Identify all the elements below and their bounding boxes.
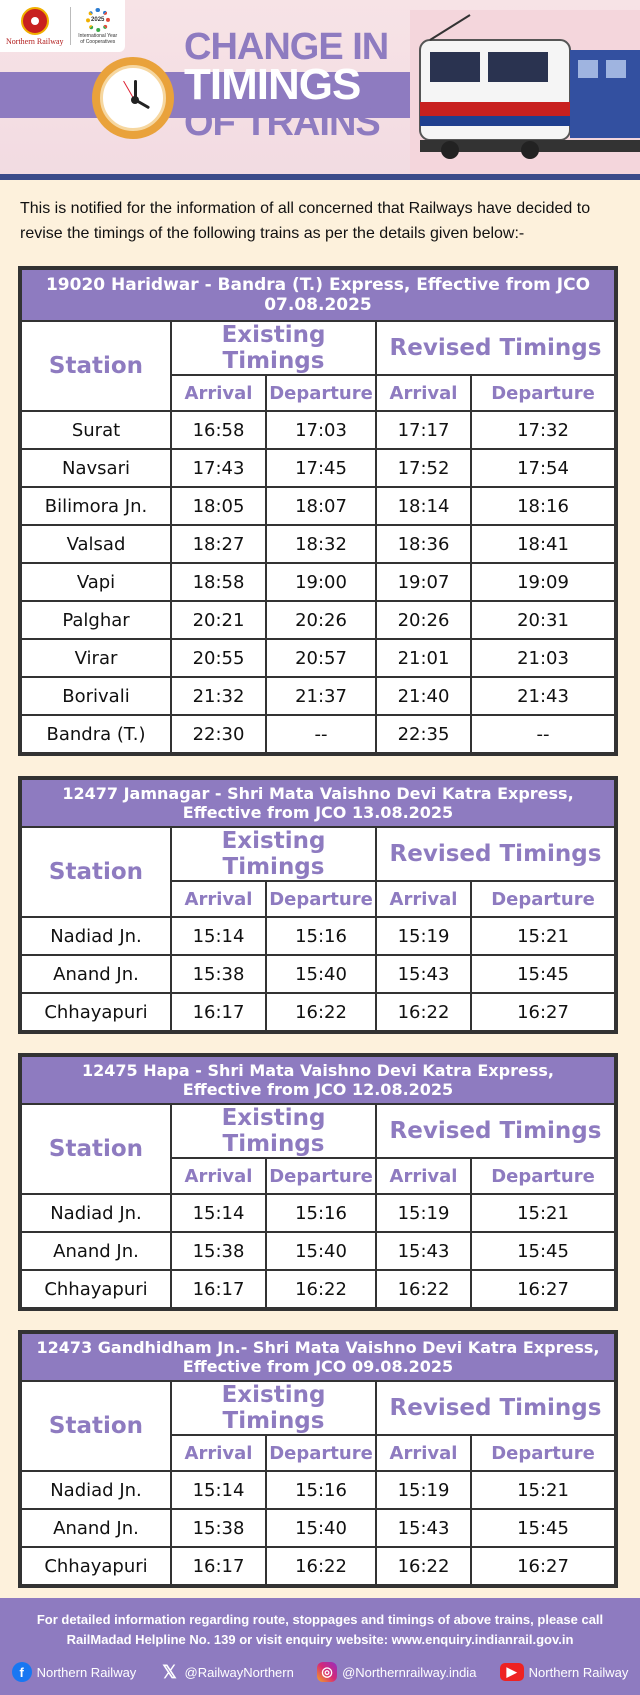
revised-departure-header: Departure bbox=[471, 375, 615, 411]
existing-departure-header: Departure bbox=[266, 1158, 376, 1194]
revised-departure-cell: 15:21 bbox=[471, 917, 615, 955]
existing-arrival-cell: 15:14 bbox=[171, 1194, 266, 1232]
clock-icon bbox=[92, 57, 174, 139]
x-link[interactable] bbox=[160, 1662, 294, 1682]
station-cell: Chhayapuri bbox=[21, 993, 171, 1031]
table-row bbox=[21, 563, 615, 601]
revised-arrival-cell: 15:19 bbox=[376, 1471, 471, 1509]
existing-departure-cell: 21:37 bbox=[266, 677, 376, 715]
existing-timings-header: Existing Timings bbox=[171, 321, 376, 375]
revised-timings-header: Revised Timings bbox=[376, 1104, 615, 1158]
revised-arrival-cell: 17:52 bbox=[376, 449, 471, 487]
table-row bbox=[21, 1547, 615, 1585]
title-line-1: CHANGE IN bbox=[184, 26, 389, 68]
intro-notice: This is notified for the information of all concerned that Railways have decided to revise the timings of the following trains as per the details given below:- bbox=[20, 200, 591, 242]
existing-arrival-cell: 16:17 bbox=[171, 1547, 266, 1585]
facebook-icon: f bbox=[12, 1662, 32, 1682]
revised-departure-header: Departure bbox=[471, 1435, 615, 1471]
station-cell: Chhayapuri bbox=[21, 1547, 171, 1585]
revised-departure-cell: 15:45 bbox=[471, 1232, 615, 1270]
table-row bbox=[21, 1270, 615, 1308]
table-row bbox=[21, 411, 615, 449]
existing-departure-cell: 15:16 bbox=[266, 917, 376, 955]
revised-arrival-cell: 16:22 bbox=[376, 993, 471, 1031]
existing-departure-cell: 20:57 bbox=[266, 639, 376, 677]
existing-arrival-header: Arrival bbox=[171, 1158, 266, 1194]
existing-arrival-cell: 22:30 bbox=[171, 715, 266, 753]
revised-departure-cell: 18:16 bbox=[471, 487, 615, 525]
train-title bbox=[21, 1333, 615, 1381]
iyc-ring-icon bbox=[86, 8, 110, 32]
table-row bbox=[21, 487, 615, 525]
existing-arrival-cell: 16:17 bbox=[171, 1270, 266, 1308]
social-links bbox=[0, 1662, 640, 1682]
x-icon: 𝕏 bbox=[162, 1661, 177, 1682]
table-row bbox=[21, 955, 615, 993]
revised-departure-cell: 20:31 bbox=[471, 601, 615, 639]
table-row bbox=[21, 917, 615, 955]
instagram-link[interactable] bbox=[317, 1662, 476, 1682]
revised-arrival-header: Arrival bbox=[376, 881, 471, 917]
revised-departure-cell: 17:54 bbox=[471, 449, 615, 487]
existing-departure-cell: 20:26 bbox=[266, 601, 376, 639]
station-header: Station bbox=[21, 1381, 171, 1471]
existing-arrival-cell: 17:43 bbox=[171, 449, 266, 487]
revised-arrival-cell: 18:36 bbox=[376, 525, 471, 563]
header-banner bbox=[0, 0, 640, 180]
revised-arrival-cell: 17:17 bbox=[376, 411, 471, 449]
existing-arrival-cell: 15:38 bbox=[171, 1509, 266, 1547]
existing-departure-cell: 15:40 bbox=[266, 1232, 376, 1270]
station-header: Station bbox=[21, 827, 171, 917]
existing-arrival-cell: 21:32 bbox=[171, 677, 266, 715]
revised-arrival-header: Arrival bbox=[376, 1435, 471, 1471]
clock-center bbox=[131, 96, 139, 104]
existing-departure-cell: 19:00 bbox=[266, 563, 376, 601]
station-cell: Palghar bbox=[21, 601, 171, 639]
existing-departure-cell: 17:03 bbox=[266, 411, 376, 449]
table-row bbox=[21, 715, 615, 753]
train-table-19020 bbox=[18, 266, 618, 756]
existing-departure-cell: 18:32 bbox=[266, 525, 376, 563]
revised-arrival-cell: 21:01 bbox=[376, 639, 471, 677]
x-label: @RailwayNorthern bbox=[184, 1664, 294, 1680]
revised-arrival-cell: 15:43 bbox=[376, 1509, 471, 1547]
existing-arrival-cell: 18:58 bbox=[171, 563, 266, 601]
existing-timings-header: Existing Timings bbox=[171, 1104, 376, 1158]
existing-arrival-header: Arrival bbox=[171, 375, 266, 411]
existing-arrival-cell: 18:27 bbox=[171, 525, 266, 563]
revised-arrival-header: Arrival bbox=[376, 1158, 471, 1194]
revised-arrival-cell: 15:43 bbox=[376, 1232, 471, 1270]
existing-arrival-cell: 15:38 bbox=[171, 1232, 266, 1270]
facebook-link[interactable] bbox=[12, 1662, 137, 1682]
revised-departure-cell: 18:41 bbox=[471, 525, 615, 563]
train-title-line-1: 12477 Jamnagar - Shri Mata Vaishno Devi Katra Express, bbox=[62, 784, 574, 803]
page-title bbox=[184, 28, 388, 142]
revised-departure-cell: 15:45 bbox=[471, 955, 615, 993]
train-title bbox=[21, 1056, 615, 1104]
logo-divider bbox=[70, 7, 71, 45]
train-table-12473 bbox=[18, 1330, 618, 1588]
existing-arrival-cell: 15:14 bbox=[171, 1471, 266, 1509]
train-title-line-2: Effective from JCO 12.08.2025 bbox=[182, 1080, 454, 1099]
existing-departure-cell: 18:07 bbox=[266, 487, 376, 525]
table-row bbox=[21, 677, 615, 715]
table-row bbox=[21, 1232, 615, 1270]
existing-departure-cell: 16:22 bbox=[266, 1547, 376, 1585]
revised-arrival-cell: 15:19 bbox=[376, 917, 471, 955]
train-table-12475 bbox=[18, 1053, 618, 1311]
table-row bbox=[21, 1471, 615, 1509]
table-row bbox=[21, 525, 615, 563]
train-title-line-2: Effective from JCO 13.08.2025 bbox=[182, 803, 454, 822]
existing-arrival-header: Arrival bbox=[171, 881, 266, 917]
revised-timings-header: Revised Timings bbox=[376, 827, 615, 881]
train-title bbox=[21, 779, 615, 827]
station-cell: Virar bbox=[21, 639, 171, 677]
revised-timings-header: Revised Timings bbox=[376, 1381, 615, 1435]
existing-departure-cell: 15:40 bbox=[266, 1509, 376, 1547]
existing-arrival-cell: 15:14 bbox=[171, 917, 266, 955]
existing-arrival-cell: 16:58 bbox=[171, 411, 266, 449]
existing-departure-cell: 15:16 bbox=[266, 1194, 376, 1232]
existing-arrival-header: Arrival bbox=[171, 1435, 266, 1471]
revised-arrival-cell: 15:43 bbox=[376, 955, 471, 993]
existing-arrival-cell: 20:55 bbox=[171, 639, 266, 677]
revised-arrival-cell: 20:26 bbox=[376, 601, 471, 639]
existing-departure-cell: 15:40 bbox=[266, 955, 376, 993]
existing-arrival-cell: 15:38 bbox=[171, 955, 266, 993]
instagram-icon: ◎ bbox=[317, 1662, 337, 1682]
station-cell: Nadiad Jn. bbox=[21, 1194, 171, 1232]
revised-departure-header: Departure bbox=[471, 1158, 615, 1194]
existing-timings-header: Existing Timings bbox=[171, 827, 376, 881]
youtube-label: Northern Railway bbox=[528, 1664, 629, 1680]
revised-departure-cell: 17:32 bbox=[471, 411, 615, 449]
revised-departure-cell: 19:09 bbox=[471, 563, 615, 601]
existing-departure-cell: -- bbox=[266, 715, 376, 753]
train-title-line-1: 12475 Hapa - Shri Mata Vaishno Devi Katra Express, bbox=[82, 1061, 554, 1080]
revised-timings-header: Revised Timings bbox=[376, 321, 615, 375]
train-title-line-2: Effective from JCO 09.08.2025 bbox=[182, 1357, 454, 1376]
existing-arrival-cell: 16:17 bbox=[171, 993, 266, 1031]
train-table-12477 bbox=[18, 776, 618, 1034]
existing-departure-header: Departure bbox=[266, 1435, 376, 1471]
station-cell: Bilimora Jn. bbox=[21, 487, 171, 525]
iyc-logo bbox=[76, 8, 119, 45]
footer-line-2[interactable]: RailMadad Helpline No. 139 or visit enquiry website: www.enquiry.indianrail.gov.in bbox=[66, 1632, 574, 1647]
existing-timings-header: Existing Timings bbox=[171, 1381, 376, 1435]
station-cell: Anand Jn. bbox=[21, 1509, 171, 1547]
table-row bbox=[21, 639, 615, 677]
station-header: Station bbox=[21, 321, 171, 411]
facebook-label: Northern Railway bbox=[36, 1664, 137, 1680]
revised-departure-cell: -- bbox=[471, 715, 615, 753]
revised-departure-cell: 15:21 bbox=[471, 1471, 615, 1509]
revised-arrival-cell: 18:14 bbox=[376, 487, 471, 525]
train-title: 19020 Haridwar - Bandra (T.) Express, Effective from JCO 07.08.2025 bbox=[21, 269, 615, 321]
station-cell: Chhayapuri bbox=[21, 1270, 171, 1308]
station-cell: Bandra (T.) bbox=[21, 715, 171, 753]
existing-arrival-cell: 20:21 bbox=[171, 601, 266, 639]
existing-departure-cell: 16:22 bbox=[266, 993, 376, 1031]
railway-emblem-icon bbox=[21, 7, 49, 35]
table-row bbox=[21, 449, 615, 487]
revised-departure-cell: 16:27 bbox=[471, 993, 615, 1031]
station-cell: Vapi bbox=[21, 563, 171, 601]
existing-departure-cell: 15:16 bbox=[266, 1471, 376, 1509]
station-header: Station bbox=[21, 1104, 171, 1194]
existing-departure-header: Departure bbox=[266, 375, 376, 411]
title-line-3: OF TRAINS bbox=[184, 102, 380, 144]
revised-departure-header: Departure bbox=[471, 881, 615, 917]
northern-railway-logo bbox=[6, 7, 64, 46]
table-row bbox=[21, 601, 615, 639]
footer-message bbox=[0, 1598, 640, 1650]
revised-arrival-cell: 16:22 bbox=[376, 1270, 471, 1308]
logo-panel bbox=[0, 0, 125, 52]
footer-line-1: For detailed information regarding route, stoppages and timings of above trains, please call bbox=[36, 1612, 604, 1627]
revised-departure-cell: 21:43 bbox=[471, 677, 615, 715]
station-cell: Nadiad Jn. bbox=[21, 1471, 171, 1509]
station-cell: Surat bbox=[21, 411, 171, 449]
northern-railway-logo-text: Northern Railway bbox=[6, 36, 64, 46]
youtube-icon: ▶ bbox=[500, 1663, 524, 1681]
footer bbox=[0, 1598, 640, 1695]
existing-departure-cell: 16:22 bbox=[266, 1270, 376, 1308]
station-cell: Nadiad Jn. bbox=[21, 917, 171, 955]
station-cell: Borivali bbox=[21, 677, 171, 715]
existing-departure-header: Departure bbox=[266, 881, 376, 917]
iyc-year: 2025 bbox=[91, 16, 105, 23]
station-cell: Anand Jn. bbox=[21, 955, 171, 993]
revised-arrival-cell: 21:40 bbox=[376, 677, 471, 715]
existing-arrival-cell: 18:05 bbox=[171, 487, 266, 525]
table-row bbox=[21, 1194, 615, 1232]
revised-arrival-header: Arrival bbox=[376, 375, 471, 411]
station-cell: Valsad bbox=[21, 525, 171, 563]
revised-departure-cell: 15:45 bbox=[471, 1509, 615, 1547]
instagram-label: @Northernrailway.india bbox=[342, 1664, 477, 1680]
revised-departure-cell: 15:21 bbox=[471, 1194, 615, 1232]
table-row bbox=[21, 993, 615, 1031]
revised-departure-cell: 16:27 bbox=[471, 1270, 615, 1308]
table-row bbox=[21, 1509, 615, 1547]
youtube-link[interactable] bbox=[500, 1663, 629, 1681]
existing-departure-cell: 17:45 bbox=[266, 449, 376, 487]
train-title-line-1: 12473 Gandhidham Jn.- Shri Mata Vaishno Devi Katra Express, bbox=[36, 1338, 600, 1357]
iyc-logo-text: International Year of Cooperatives bbox=[78, 32, 118, 45]
revised-arrival-cell: 19:07 bbox=[376, 563, 471, 601]
station-cell: Anand Jn. bbox=[21, 1232, 171, 1270]
clock-face bbox=[100, 65, 166, 131]
revised-departure-cell: 21:03 bbox=[471, 639, 615, 677]
revised-arrival-cell: 16:22 bbox=[376, 1547, 471, 1585]
revised-arrival-cell: 15:19 bbox=[376, 1194, 471, 1232]
revised-departure-cell: 16:27 bbox=[471, 1547, 615, 1585]
revised-arrival-cell: 22:35 bbox=[376, 715, 471, 753]
title-line-2: TIMINGS bbox=[184, 60, 361, 109]
station-cell: Navsari bbox=[21, 449, 171, 487]
header-divider bbox=[0, 174, 640, 180]
locomotive-illustration bbox=[410, 10, 640, 175]
